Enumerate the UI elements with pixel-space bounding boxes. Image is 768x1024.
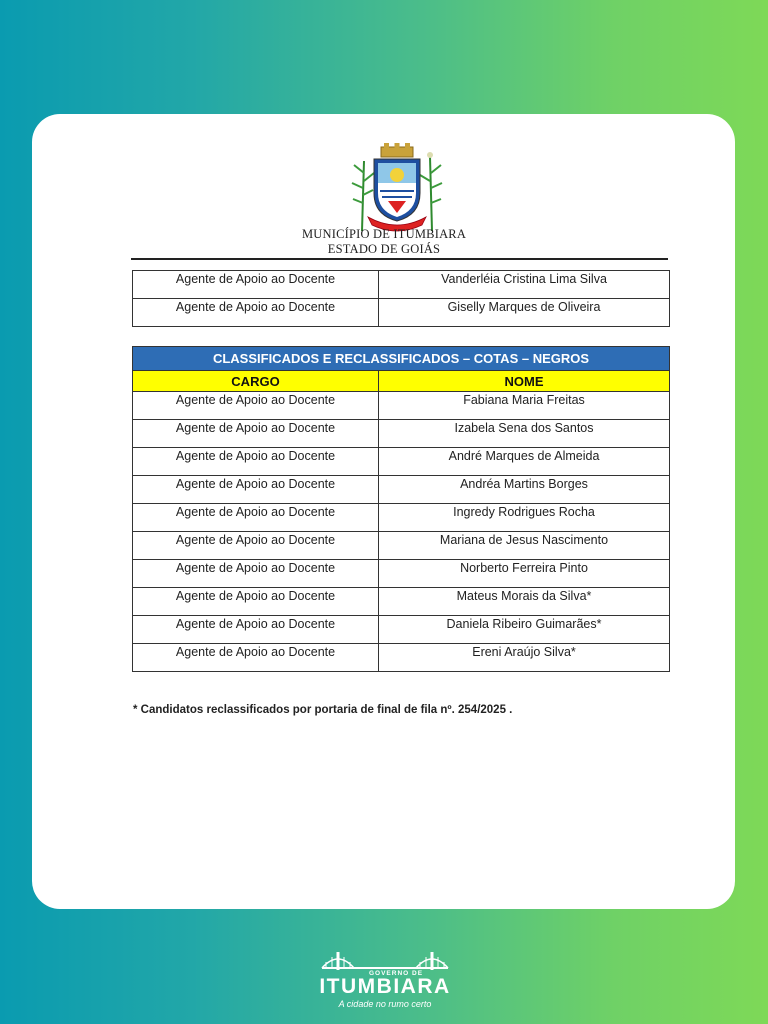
table-row [133,448,670,476]
footnote: * Candidatos reclassificados por portaria de final de fila nº. 254/2025 . [133,704,513,716]
table-banner: CLASSIFICADOS E RECLASSIFICADOS – COTAS – NEGROS [133,347,670,371]
cargo-cell: Agente de Apoio ao Docente [133,504,379,532]
brand-tagline: A cidade no rumo certo [338,999,432,1009]
table-row [133,392,670,420]
nome-cell: Andréa Martins Borges [379,476,670,504]
nome-cell: Mateus Morais da Silva* [379,588,670,616]
quota-table [132,346,670,672]
nome-cell: Fabiana Maria Freitas [379,392,670,420]
nome-cell: Ingredy Rodrigues Rocha [379,504,670,532]
cargo-cell: Agente de Apoio ao Docente [133,271,379,299]
nome-cell: Daniela Ribeiro Guimarães* [379,616,670,644]
nome-cell: Mariana de Jesus Nascimento [379,532,670,560]
cargo-cell: Agente de Apoio ao Docente [133,532,379,560]
table-row [133,271,670,299]
cargo-cell: Agente de Apoio ao Docente [133,588,379,616]
cargo-cell: Agente de Apoio ao Docente [133,299,379,327]
cargo-cell: Agente de Apoio ao Docente [133,448,379,476]
cargo-cell: Agente de Apoio ao Docente [133,644,379,672]
cargo-cell: Agente de Apoio ao Docente [133,616,379,644]
column-header-cargo: CARGO [133,371,379,392]
cargo-cell: Agente de Apoio ao Docente [133,420,379,448]
cargo-cell: Agente de Apoio ao Docente [133,392,379,420]
table-row [133,588,670,616]
municipality-title: MUNICÍPIO DE ITUMBIARA [301,227,467,241]
brand-governo-label: GOVERNO DE [368,970,424,977]
nome-cell: Norberto Ferreira Pinto [379,560,670,588]
table-row [133,504,670,532]
table-row [133,644,670,672]
table-row [133,420,670,448]
table-row [133,616,670,644]
nome-cell: Vanderléia Cristina Lima Silva [379,271,670,299]
table-row [133,532,670,560]
nome-cell: Ereni Araújo Silva* [379,644,670,672]
nome-cell: André Marques de Almeida [379,448,670,476]
nome-cell: Izabela Sena dos Santos [379,420,670,448]
table-row [133,560,670,588]
nome-cell: Giselly Marques de Oliveira [379,299,670,327]
table-row [133,476,670,504]
column-header-nome: NOME [379,371,670,392]
brand-name: ITUMBIARA [319,975,451,998]
header-divider [131,258,668,260]
cargo-cell: Agente de Apoio ao Docente [133,560,379,588]
coat-of-arms-icon [348,143,446,233]
table-row [133,299,670,327]
continuation-table [132,270,670,327]
cargo-cell: Agente de Apoio ao Docente [133,476,379,504]
state-title: ESTADO DE GOIÁS [327,242,441,256]
